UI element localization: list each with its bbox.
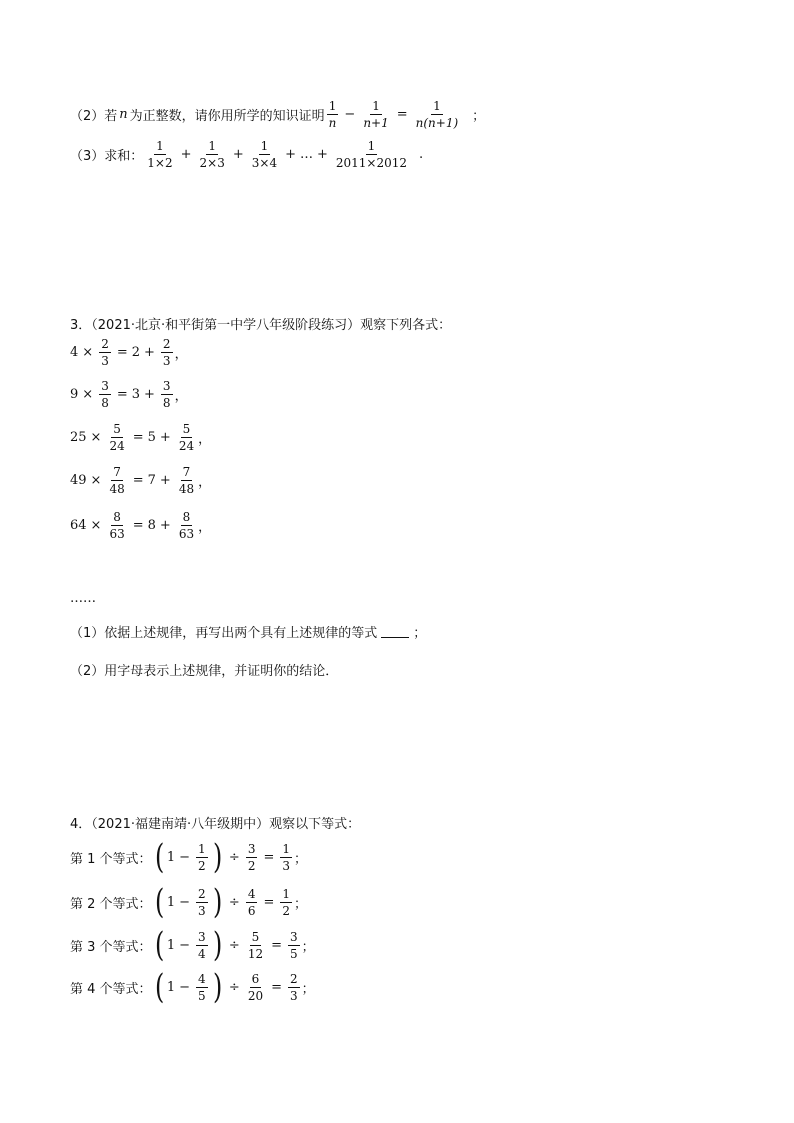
q4-equation-row	[70, 925, 315, 965]
divide-sign: ÷	[228, 937, 240, 953]
frac-den: 8	[162, 396, 171, 410]
frac-num: 3	[162, 379, 171, 393]
plus-sign: +	[316, 147, 328, 162]
frac-num: 1	[260, 139, 269, 153]
one: 1	[166, 894, 176, 910]
frac-den: 5	[290, 946, 298, 961]
fraction	[246, 843, 258, 872]
q3-title: 3．（2021·北京·和平街第一中学八年级阶段练习）观察下列各式：	[70, 318, 452, 333]
q2-frac-2	[361, 100, 390, 129]
integer-part: 5	[147, 430, 156, 445]
right-paren: )	[212, 967, 222, 1007]
equals-sign: =	[263, 849, 275, 865]
equals-sign: =	[132, 473, 144, 488]
frac-den: 48	[178, 482, 195, 496]
frac-den: 6	[247, 903, 256, 918]
left-paren: (	[154, 882, 164, 922]
fraction	[161, 338, 173, 367]
coefficient: 4	[70, 345, 79, 360]
q4-equation-row	[70, 882, 308, 922]
equals-sign: =	[116, 345, 128, 360]
frac-num: 5	[182, 422, 191, 436]
frac-num: 1	[282, 886, 290, 901]
q3-equation-row	[70, 423, 211, 452]
comma: ，	[198, 520, 212, 535]
frac-num: 2	[162, 337, 171, 351]
fraction	[246, 931, 265, 960]
equals-sign: =	[396, 107, 408, 122]
frac-den: 3	[162, 354, 171, 368]
plus-sign: +	[144, 387, 155, 402]
q3-equation-row	[70, 511, 211, 540]
frac-den: 63	[178, 527, 195, 541]
frac-num: 2	[198, 886, 206, 901]
sum-term-2	[198, 140, 227, 169]
q2-frac-3	[414, 100, 461, 129]
sum-term-3	[250, 140, 279, 169]
coefficient: 25	[70, 430, 87, 445]
frac-den: n+1	[363, 116, 389, 130]
equals-sign: =	[132, 518, 144, 533]
equals-sign: =	[263, 894, 275, 910]
frac-num: 1	[198, 841, 206, 856]
q3-equation-row	[70, 338, 188, 367]
frac-den: 24	[178, 439, 195, 453]
q3-part1-text: （1）依据上述规律，再写出两个具有上述规律的等式	[70, 626, 378, 641]
frac-num: 1	[208, 139, 216, 153]
one: 1	[166, 979, 176, 995]
frac-num: 1	[372, 99, 380, 113]
q2-part3-label: （3）求和：	[70, 149, 144, 164]
frac-num: 7	[113, 465, 121, 479]
integer-part: 8	[147, 518, 156, 533]
frac-den: 48	[109, 482, 125, 496]
frac-num: 1	[282, 841, 290, 856]
times-sign: ×	[90, 518, 102, 533]
integer-part: 2	[131, 345, 141, 360]
frac-den: 1×2	[147, 156, 173, 170]
fraction	[246, 973, 265, 1002]
q4-title: 4．（2021·福建南靖·八年级期中）观察以下等式：	[70, 817, 361, 832]
frac-num: 8	[113, 510, 121, 524]
frac-num: 6	[251, 971, 260, 986]
fraction	[196, 931, 208, 960]
fraction	[280, 843, 292, 872]
plus-sign: +	[180, 147, 192, 162]
fraction	[107, 466, 126, 495]
comma: ，	[174, 389, 188, 404]
frac-num: 2	[290, 971, 298, 986]
q2-part3-line	[70, 140, 423, 169]
fraction	[288, 973, 300, 1002]
comma: ，	[174, 347, 188, 362]
divide-sign: ÷	[228, 894, 240, 910]
equals-sign: =	[116, 387, 128, 402]
frac-den: 20	[247, 988, 264, 1003]
equals-sign: =	[132, 430, 144, 445]
integer-part: 3	[131, 387, 141, 402]
equals-sign: =	[271, 979, 282, 995]
q3-part1-line	[70, 622, 426, 641]
minus-sign: −	[179, 894, 190, 910]
q3-equation-row	[70, 466, 211, 495]
fraction	[107, 423, 126, 452]
frac-num: 3	[290, 929, 298, 944]
fraction	[177, 466, 196, 495]
sum-term-last	[334, 140, 409, 169]
frac-num: 7	[182, 465, 191, 479]
q2-part2-text: 为正整数，请你用所学的知识证明	[129, 109, 325, 124]
frac-den: 4	[198, 946, 206, 961]
right-paren: )	[212, 837, 222, 877]
frac-den: n(n+1)	[415, 116, 459, 130]
equals-sign: =	[271, 937, 282, 953]
frac-den: 24	[109, 439, 125, 453]
plus-sign: +	[144, 345, 155, 360]
left-paren: (	[154, 967, 164, 1007]
minus-sign: −	[344, 107, 356, 122]
q3-equation-row	[70, 380, 188, 409]
fraction	[107, 511, 126, 540]
frac-num: 3	[247, 841, 256, 856]
times-sign: ×	[82, 387, 94, 402]
coefficient: 9	[70, 387, 79, 402]
frac-num: 4	[198, 971, 206, 986]
coefficient: 64	[70, 518, 87, 533]
q3-part2: （2）用字母表示上述规律，并证明你的结论．	[70, 664, 339, 679]
q3-dots: ……	[70, 591, 96, 606]
q4-equation-row	[70, 837, 308, 877]
frac-num: 1	[367, 139, 376, 153]
times-sign: ×	[82, 345, 94, 360]
frac-num: 1	[433, 99, 441, 113]
comma: ，	[198, 475, 212, 490]
equation-label: 第 4 个等式：	[70, 981, 152, 997]
frac-den: 3	[290, 988, 298, 1003]
q2-part2-label: （2）若	[70, 109, 118, 124]
q4-equation-row	[70, 967, 315, 1007]
fraction	[288, 931, 300, 960]
frac-num: 3	[198, 929, 206, 944]
fraction	[99, 380, 111, 409]
one: 1	[166, 937, 176, 953]
semicolon: ；	[301, 939, 315, 955]
minus-sign: −	[179, 979, 190, 995]
equation-label: 第 2 个等式：	[70, 896, 152, 912]
sum-term-1	[145, 140, 174, 169]
fraction	[196, 888, 208, 917]
frac-num: 3	[101, 379, 109, 393]
plus-sign: +	[159, 518, 171, 533]
minus-sign: −	[179, 937, 190, 953]
q2-frac-1	[327, 100, 339, 129]
times-sign: ×	[90, 430, 102, 445]
frac-den: 12	[247, 946, 264, 961]
fraction	[161, 380, 173, 409]
plus-sign: +	[159, 473, 171, 488]
frac-den: 3	[101, 354, 109, 368]
fraction	[177, 511, 196, 540]
q2-part2-line	[70, 100, 485, 129]
equation-label: 第 1 个等式：	[70, 851, 152, 867]
q2-part3-end: .	[419, 147, 424, 162]
right-paren: )	[212, 925, 222, 965]
frac-den: 2011×2012	[335, 156, 408, 170]
semicolon: ；	[294, 896, 308, 912]
right-paren: )	[212, 882, 222, 922]
minus-sign: −	[179, 849, 190, 865]
fraction	[196, 843, 208, 872]
left-paren: (	[154, 925, 164, 965]
frac-num: 2	[101, 337, 109, 351]
frac-den: 2	[247, 858, 256, 873]
comma: ，	[198, 432, 212, 447]
fraction	[177, 423, 196, 452]
q2-var-n: n	[119, 107, 128, 122]
frac-num: 8	[182, 510, 191, 524]
integer-part: 7	[147, 473, 156, 488]
one: 1	[166, 849, 176, 865]
plus-sign: +	[232, 147, 244, 162]
fraction	[246, 888, 258, 917]
fraction	[280, 888, 292, 917]
fraction	[196, 973, 208, 1002]
q3-part1-end: ；	[413, 626, 427, 641]
times-sign: ×	[90, 473, 102, 488]
frac-den: n	[328, 116, 337, 130]
semicolon: ；	[294, 851, 308, 867]
plus-sign: +	[285, 147, 296, 162]
frac-den: 8	[101, 396, 109, 410]
frac-den: 2×3	[199, 156, 225, 170]
equation-label: 第 3 个等式：	[70, 939, 152, 955]
frac-den: 2	[282, 903, 290, 918]
answer-blank[interactable]	[381, 625, 409, 638]
frac-den: 3×4	[251, 156, 278, 170]
frac-num: 1	[156, 139, 164, 153]
ellipsis: …	[299, 147, 313, 162]
semicolon: ；	[301, 981, 315, 997]
frac-num: 4	[247, 886, 256, 901]
fraction	[99, 338, 111, 367]
frac-den: 2	[198, 858, 206, 873]
frac-den: 3	[198, 903, 206, 918]
frac-num: 5	[251, 929, 260, 944]
frac-num: 5	[113, 422, 121, 436]
frac-den: 63	[109, 527, 125, 541]
frac-den: 5	[198, 988, 206, 1003]
q2-part2-end: ；	[472, 109, 486, 124]
frac-num: 1	[328, 99, 337, 113]
frac-den: 3	[282, 858, 290, 873]
divide-sign: ÷	[228, 849, 240, 865]
coefficient: 49	[70, 473, 87, 488]
divide-sign: ÷	[228, 979, 240, 995]
left-paren: (	[154, 837, 164, 877]
plus-sign: +	[159, 430, 171, 445]
